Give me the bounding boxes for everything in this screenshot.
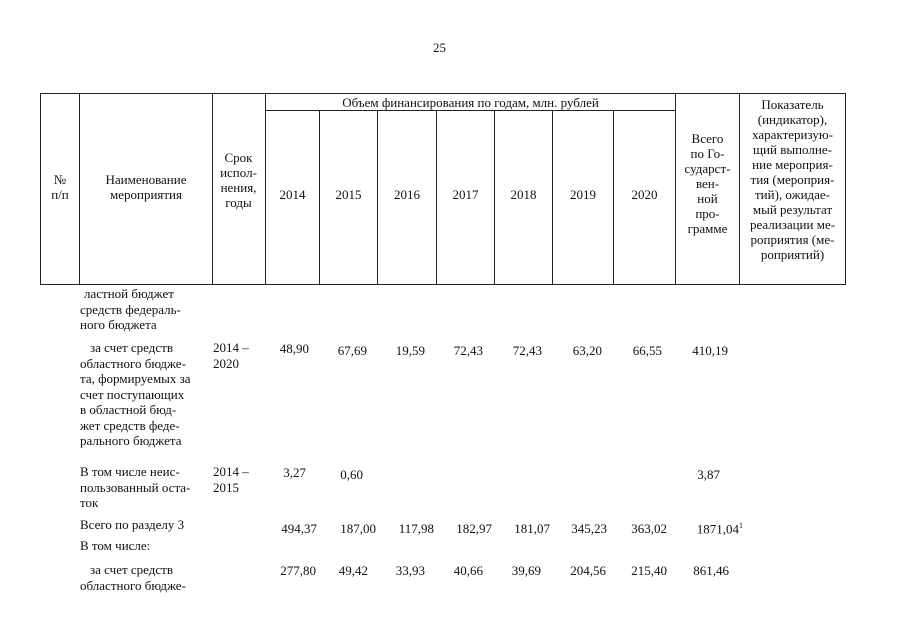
table-row-name: В том числе неис- пользованный оста- ток <box>80 464 191 510</box>
header-num: № п/п <box>51 172 69 202</box>
value-total: 3,87 <box>697 467 720 482</box>
value-2017: 182,97 <box>456 521 492 536</box>
value-total: 410,19 <box>692 343 728 358</box>
value-2015: 0,60 <box>340 467 363 482</box>
value-2015: 187,00 <box>340 521 376 536</box>
header-year-2016: 2016 <box>394 187 420 202</box>
value-2016: 33,93 <box>395 563 425 578</box>
table-row-name: Всего по разделу 3 <box>80 517 185 532</box>
value-2017: 40,66 <box>453 563 483 578</box>
value-2020: 215,40 <box>631 563 667 578</box>
value-2018: 39,69 <box>511 563 541 578</box>
header-year-2014: 2014 <box>279 187 306 202</box>
value-2020: 66,55 <box>632 343 662 358</box>
header-name: Наименование мероприятия <box>105 172 187 202</box>
value-2020: 363,02 <box>631 521 667 536</box>
page-number: 25 <box>433 40 446 55</box>
value-2014: 494,37 <box>281 521 317 536</box>
table-row-name: ластной бюджет средств федераль- ного бюджета <box>80 286 181 332</box>
footnote-mark: 1 <box>739 521 743 530</box>
value-total: 861,46 <box>693 563 729 578</box>
table-row-name: за счет средств областного бюдже- та, формируемых за счет поступающих в областной бюд- жет средств феде- рального бюджета <box>80 340 191 448</box>
header-total: Всего по Го- сударст- вен- ной про- грамме <box>684 131 731 236</box>
table-row-term: 2014 – 2020 <box>213 340 249 371</box>
value-2017: 72,43 <box>453 343 483 358</box>
value-total: 1871,04$^1$ <box>696 521 743 537</box>
header-year-2017: 2017 <box>452 187 479 202</box>
table-row-term: 2014 – 2015 <box>213 464 249 495</box>
header-funding: Объем финансирования по годам, млн. рублей <box>342 95 599 110</box>
header-year-2015: 2015 <box>335 187 362 202</box>
value-2016: 19,59 <box>395 343 425 358</box>
value-2015: 67,69 <box>337 343 367 358</box>
value-2016: 117,98 <box>398 521 434 536</box>
value-2015: 49,42 <box>338 563 368 578</box>
value-2014: 3,27 <box>283 465 306 480</box>
value-2018: 72,43 <box>512 343 542 358</box>
table-row-name: за счет средств областного бюдже- <box>80 562 186 593</box>
header-indicator: Показатель (индикатор), характеризую- щий выполне- ние мероприя- тия (мероприя- тий), ожидае- мый результат реализации ме- роприятия (ме- роприятий) <box>749 97 836 262</box>
value-2014: 277,80 <box>280 563 316 578</box>
value-2019: 204,56 <box>570 563 606 578</box>
value-2018: 181,07 <box>514 521 550 536</box>
value-2019: 345,23 <box>571 521 607 536</box>
header-year-2018: 2018 <box>510 187 537 202</box>
header-year-2019: 2019 <box>570 187 596 202</box>
table-row-name: В том числе: <box>80 538 151 553</box>
value-2014: 48,90 <box>279 341 309 356</box>
header-year-2020: 2020 <box>631 187 658 202</box>
value-2019: 63,20 <box>572 343 602 358</box>
header-term: Срок испол- нения, годы <box>220 150 257 210</box>
